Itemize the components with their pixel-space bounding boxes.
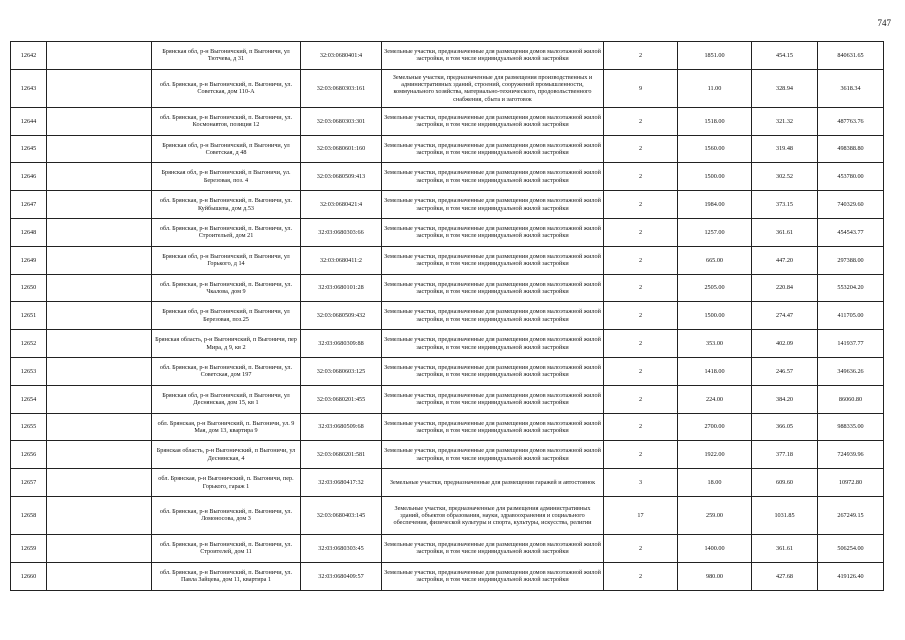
land-use-cell: Земельные участки, предназначенные для размещения домов малоэтажной жилой застройки, в том числе индивидуальной жилой застройки — [382, 274, 604, 302]
empty-cell — [47, 246, 152, 274]
table-row — [11, 385, 884, 413]
land-use-cell: Земельные участки, предназначенные для размещения домов малоэтажной жилой застройки, в том числе индивидуальной жилой застройки — [382, 385, 604, 413]
empty-cell — [47, 413, 152, 441]
group-number-cell: 2 — [604, 413, 678, 441]
unit-value-cell: 384.20 — [752, 385, 818, 413]
area-cell: 2700.00 — [678, 413, 752, 441]
table-row — [11, 42, 884, 70]
area-cell: 1560.00 — [678, 135, 752, 163]
cadastral-number-cell: 32:03:0680101:28 — [301, 274, 382, 302]
empty-cell — [47, 562, 152, 590]
land-use-cell: Земельные участки, предназначенные для размещения производственных и административных зданий, строений, сооружений промышленности, коммунального хозяйства, материально-технического, продовольственного снабжения, сбыта и заготовок — [382, 69, 604, 107]
area-cell: 11.00 — [678, 69, 752, 107]
address-cell: обл. Брянская, р-н Выгоничский, п. Выгоничи, ул. Строителей, дом 11 — [152, 534, 301, 562]
unit-value-cell: 321.32 — [752, 107, 818, 135]
cadastral-number-cell: 32:03:0680403:145 — [301, 496, 382, 534]
land-use-cell: Земельные участки, предназначенные для размещения домов малоэтажной жилой застройки, в том числе индивидуальной жилой застройки — [382, 163, 604, 191]
land-use-cell: Земельные участки, предназначенные для размещения домов малоэтажной жилой застройки, в том числе индивидуальной жилой застройки — [382, 135, 604, 163]
cadastral-number-cell: 32:03:0680303:45 — [301, 534, 382, 562]
cadastral-value-cell: 498388.80 — [818, 135, 884, 163]
cadastral-table — [10, 41, 884, 591]
address-cell: обл. Брянская, р-н Выгоничский, п. Выгоничи, ул. Космонавтов, позиция 12 — [152, 107, 301, 135]
group-number-cell: 2 — [604, 441, 678, 469]
area-cell: 980.00 — [678, 562, 752, 590]
land-use-cell: Земельные участки, предназначенные для размещения домов малоэтажной жилой застройки, в том числе индивидуальной жилой застройки — [382, 562, 604, 590]
empty-cell — [47, 357, 152, 385]
cadastral-value-cell: 740329.60 — [818, 191, 884, 219]
group-number-cell: 2 — [604, 274, 678, 302]
area-cell: 1851.00 — [678, 42, 752, 70]
cadastral-number-cell: 32:03:0680421:4 — [301, 191, 382, 219]
address-cell: обл. Брянская, р-н Выгоничский, п. Выгоничи, пер. Горького, гараж 1 — [152, 469, 301, 497]
group-number-cell: 17 — [604, 496, 678, 534]
address-cell: обл. Брянская, р-н Выгоничский, п. Выгоничи, ул. Советская, дом 110-А — [152, 69, 301, 107]
table-row — [11, 562, 884, 590]
table-row — [11, 107, 884, 135]
group-number-cell: 2 — [604, 534, 678, 562]
land-use-cell: Земельные участки, предназначенные для размещения домов малоэтажной жилой застройки, в том числе индивидуальной жилой застройки — [382, 107, 604, 135]
empty-cell — [47, 218, 152, 246]
unit-value-cell: 220.84 — [752, 274, 818, 302]
unit-value-cell: 246.57 — [752, 357, 818, 385]
empty-cell — [47, 441, 152, 469]
cadastral-value-cell: 553204.20 — [818, 274, 884, 302]
table-row — [11, 534, 884, 562]
unit-value-cell: 319.48 — [752, 135, 818, 163]
row-number: 12650 — [11, 274, 47, 302]
table-row — [11, 357, 884, 385]
area-cell: 353.00 — [678, 330, 752, 358]
area-cell: 1400.00 — [678, 534, 752, 562]
area-cell: 259.00 — [678, 496, 752, 534]
area-cell: 224.00 — [678, 385, 752, 413]
group-number-cell: 2 — [604, 107, 678, 135]
empty-cell — [47, 107, 152, 135]
table-row — [11, 191, 884, 219]
empty-cell — [47, 330, 152, 358]
address-cell: Брянская обл, р-н Выгоничский, п Выгоничи, ул Горького, д 14 — [152, 246, 301, 274]
address-cell: обл. Брянская, р-н Выгоничский, п. Выгоничи, ул. Строительей, дом 21 — [152, 218, 301, 246]
row-number: 12656 — [11, 441, 47, 469]
group-number-cell: 2 — [604, 385, 678, 413]
cadastral-value-cell: 10972.80 — [818, 469, 884, 497]
land-use-cell: Земельные участки, предназначенные для размещения домов малоэтажной жилой застройки, в том числе индивидуальной жилой застройки — [382, 357, 604, 385]
row-number: 12659 — [11, 534, 47, 562]
area-cell: 18.00 — [678, 469, 752, 497]
table-row — [11, 441, 884, 469]
cadastral-value-cell: 3618.34 — [818, 69, 884, 107]
cadastral-value-cell: 487763.76 — [818, 107, 884, 135]
address-cell: Брянская обл, р-н Выгоничский, п Выгоничи, ул Березовая, поз.25 — [152, 302, 301, 330]
unit-value-cell: 377.18 — [752, 441, 818, 469]
address-cell: обл. Брянская, р-н Выгоничский, п. Выгоничи, ул. Ломоносова, дом 3 — [152, 496, 301, 534]
cadastral-value-cell: 453780.00 — [818, 163, 884, 191]
land-use-cell: Земельные участки, предназначенные для размещения домов малоэтажной жилой застройки, в том числе индивидуальной жилой застройки — [382, 302, 604, 330]
empty-cell — [47, 69, 152, 107]
empty-cell — [47, 469, 152, 497]
unit-value-cell: 361.61 — [752, 218, 818, 246]
table-row — [11, 274, 884, 302]
row-number: 12646 — [11, 163, 47, 191]
cadastral-number-cell: 32:03:0680201:581 — [301, 441, 382, 469]
unit-value-cell: 454.15 — [752, 42, 818, 70]
row-number: 12655 — [11, 413, 47, 441]
cadastral-number-cell: 32:03:0680417:32 — [301, 469, 382, 497]
cadastral-number-cell: 32:03:0680601:160 — [301, 135, 382, 163]
cadastral-number-cell: 32:03:0680303:301 — [301, 107, 382, 135]
cadastral-value-cell: 988335.00 — [818, 413, 884, 441]
address-cell: обл. Брянская, р-н Выгоничский, п. Выгоничи, ул. Советская, дом 197 — [152, 357, 301, 385]
row-number: 12648 — [11, 218, 47, 246]
cadastral-value-cell: 267249.15 — [818, 496, 884, 534]
cadastral-value-cell: 506254.00 — [818, 534, 884, 562]
area-cell: 1418.00 — [678, 357, 752, 385]
group-number-cell: 2 — [604, 357, 678, 385]
cadastral-number-cell: 32:03:0680603:125 — [301, 357, 382, 385]
address-cell: Брянская область, р-н Выгоничский, п Выгоничи, пер Мира, д 9, кв 2 — [152, 330, 301, 358]
land-use-cell: Земельные участки, предназначенные для размещения домов малоэтажной жилой застройки, в том числе индивидуальной жилой застройки — [382, 191, 604, 219]
row-number: 12644 — [11, 107, 47, 135]
area-cell: 2505.00 — [678, 274, 752, 302]
cadastral-number-cell: 32:03:0680509:432 — [301, 302, 382, 330]
area-cell: 1257.00 — [678, 218, 752, 246]
table-row — [11, 469, 884, 497]
cadastral-number-cell: 32:03:0680509:413 — [301, 163, 382, 191]
unit-value-cell: 274.47 — [752, 302, 818, 330]
group-number-cell: 3 — [604, 469, 678, 497]
cadastral-number-cell: 32:03:0680309:88 — [301, 330, 382, 358]
row-number: 12645 — [11, 135, 47, 163]
cadastral-value-cell: 840631.65 — [818, 42, 884, 70]
cadastral-value-cell: 411705.00 — [818, 302, 884, 330]
address-cell: обл. Брянская, р-н Выгоничский, п. Выгоничи, ул. Чкалова, дом 9 — [152, 274, 301, 302]
land-use-cell: Земельные участки, предназначенные для размещения домов малоэтажной жилой застройки, в том числе индивидуальной жилой застройки — [382, 218, 604, 246]
address-cell: обл. Брянская, р-н Выгоничский, п. Выгоничи, ул. 9 Мая, дом 13, квартира 9 — [152, 413, 301, 441]
group-number-cell: 2 — [604, 562, 678, 590]
group-number-cell: 2 — [604, 246, 678, 274]
cadastral-number-cell: 32:03:0680411:2 — [301, 246, 382, 274]
cadastral-number-cell: 32:03:0680201:455 — [301, 385, 382, 413]
unit-value-cell: 1031.85 — [752, 496, 818, 534]
unit-value-cell: 373.15 — [752, 191, 818, 219]
cadastral-value-cell: 454543.77 — [818, 218, 884, 246]
empty-cell — [47, 496, 152, 534]
unit-value-cell: 609.60 — [752, 469, 818, 497]
cadastral-number-cell: 32:03:0680409:57 — [301, 562, 382, 590]
group-number-cell: 2 — [604, 42, 678, 70]
address-cell: Брянская обл, р-н Выгоничский, п Выгоничи, ул Тютчева, д 31 — [152, 42, 301, 70]
area-cell: 1500.00 — [678, 163, 752, 191]
row-number: 12651 — [11, 302, 47, 330]
group-number-cell: 2 — [604, 302, 678, 330]
land-use-cell: Земельные участки, предназначенные для размещения административных зданий, объектов образования, науки, здравоохранения и социального обеспечения, физической культуры и спорта, культуры, искусства, религии — [382, 496, 604, 534]
empty-cell — [47, 163, 152, 191]
land-use-cell: Земельные участки, предназначенные для размещения домов малоэтажной жилой застройки, в том числе индивидуальной жилой застройки — [382, 441, 604, 469]
unit-value-cell: 302.52 — [752, 163, 818, 191]
cadastral-value-cell: 349636.26 — [818, 357, 884, 385]
table-row — [11, 302, 884, 330]
address-cell: Брянская область, р-н Выгоничский, п Выгоничи, ул Деснянская, 4 — [152, 441, 301, 469]
table-body — [11, 42, 884, 591]
table-row — [11, 330, 884, 358]
table-row — [11, 135, 884, 163]
land-use-cell: Земельные участки, предназначенные для размещения домов малоэтажной жилой застройки, в том числе индивидуальной жилой застройки — [382, 330, 604, 358]
address-cell: Брянская обл, р-н Выгоничский, п Выгоничи, ул. Березовая, поз. 4 — [152, 163, 301, 191]
empty-cell — [47, 274, 152, 302]
table-row — [11, 69, 884, 107]
empty-cell — [47, 302, 152, 330]
row-number: 12643 — [11, 69, 47, 107]
group-number-cell: 2 — [604, 330, 678, 358]
cadastral-number-cell: 32:03:0680303:66 — [301, 218, 382, 246]
land-use-cell: Земельные участки, предназначенные для размещения домов малоэтажной жилой застройки, в том числе индивидуальной жилой застройки — [382, 42, 604, 70]
land-use-cell: Земельные участки, предназначенные для размещения гаражей и автостоянок — [382, 469, 604, 497]
empty-cell — [47, 135, 152, 163]
area-cell: 1500.00 — [678, 302, 752, 330]
table-row — [11, 413, 884, 441]
land-use-cell: Земельные участки, предназначенные для размещения домов малоэтажной жилой застройки, в том числе индивидуальной жилой застройки — [382, 534, 604, 562]
cadastral-value-cell: 86060.80 — [818, 385, 884, 413]
area-cell: 1518.00 — [678, 107, 752, 135]
row-number: 12652 — [11, 330, 47, 358]
unit-value-cell: 366.05 — [752, 413, 818, 441]
area-cell: 665.00 — [678, 246, 752, 274]
table-row — [11, 163, 884, 191]
cadastral-value-cell: 297388.00 — [818, 246, 884, 274]
group-number-cell: 2 — [604, 163, 678, 191]
row-number: 12660 — [11, 562, 47, 590]
cadastral-number-cell: 32:03:0680509:68 — [301, 413, 382, 441]
cadastral-value-cell: 724939.96 — [818, 441, 884, 469]
empty-cell — [47, 534, 152, 562]
cadastral-number-cell: 32:03:0680401:4 — [301, 42, 382, 70]
group-number-cell: 2 — [604, 218, 678, 246]
row-number: 12654 — [11, 385, 47, 413]
row-number: 12647 — [11, 191, 47, 219]
address-cell: Брянская обл, р-н Выгоничский, п Выгоничи, ул Деснянская, дом 15, кв 1 — [152, 385, 301, 413]
page-number: 747 — [877, 18, 891, 28]
group-number-cell: 9 — [604, 69, 678, 107]
unit-value-cell: 447.20 — [752, 246, 818, 274]
cadastral-value-cell: 141937.77 — [818, 330, 884, 358]
table-row — [11, 218, 884, 246]
address-cell: Брянская обл, р-н Выгоничский, п Выгоничи, ул Советская, д 48 — [152, 135, 301, 163]
group-number-cell: 2 — [604, 135, 678, 163]
area-cell: 1984.00 — [678, 191, 752, 219]
row-number: 12653 — [11, 357, 47, 385]
empty-cell — [47, 385, 152, 413]
unit-value-cell: 402.09 — [752, 330, 818, 358]
table-row — [11, 246, 884, 274]
unit-value-cell: 328.94 — [752, 69, 818, 107]
unit-value-cell: 427.68 — [752, 562, 818, 590]
empty-cell — [47, 42, 152, 70]
address-cell: обл. Брянская, р-н Выгоничский, п. Выгоничи, ул. Куйбышева, дом д.53 — [152, 191, 301, 219]
table-row — [11, 496, 884, 534]
row-number: 12642 — [11, 42, 47, 70]
address-cell: обл. Брянская, р-н Выгоничский, п. Выгоничи, ул. Павла Зайцева, дом 11, квартира 1 — [152, 562, 301, 590]
area-cell: 1922.00 — [678, 441, 752, 469]
unit-value-cell: 361.61 — [752, 534, 818, 562]
cadastral-number-cell: 32:03:0680303:161 — [301, 69, 382, 107]
empty-cell — [47, 191, 152, 219]
row-number: 12649 — [11, 246, 47, 274]
land-use-cell: Земельные участки, предназначенные для размещения домов малоэтажной жилой застройки, в том числе индивидуальной жилой застройки — [382, 413, 604, 441]
land-use-cell: Земельные участки, предназначенные для размещения домов малоэтажной жилой застройки, в том числе индивидуальной жилой застройки — [382, 246, 604, 274]
row-number: 12657 — [11, 469, 47, 497]
cadastral-value-cell: 419126.40 — [818, 562, 884, 590]
group-number-cell: 2 — [604, 191, 678, 219]
row-number: 12658 — [11, 496, 47, 534]
